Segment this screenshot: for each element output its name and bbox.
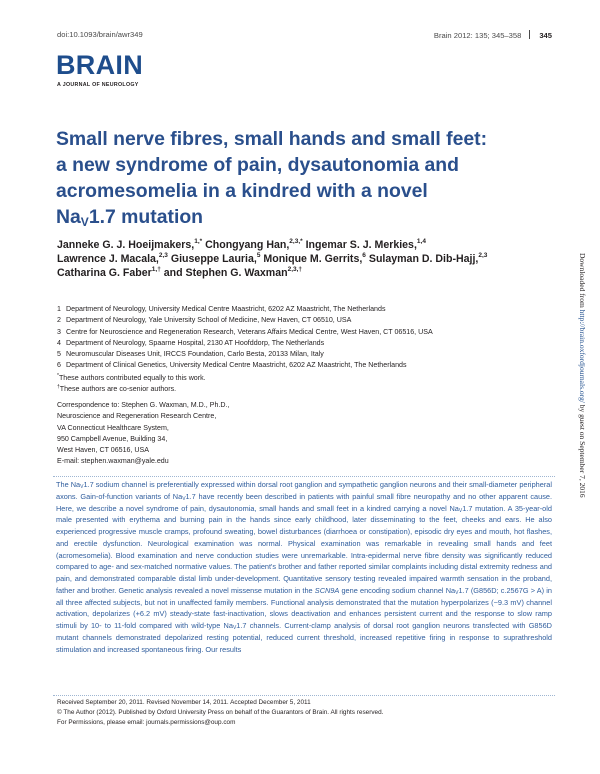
copyright: © The Author (2012). Published by Oxford University Press on behalf of the Guarantors of Brain. All rights reserved. (57, 709, 384, 717)
author[interactable]: Monique M. Gerrits,$^6$ (263, 252, 366, 266)
journal-logo: BRAIN (56, 50, 143, 80)
correspondence (57, 400, 317, 468)
author[interactable]: Sulayman D. Dib-Hajj,$^{2,3}$ (368, 252, 488, 266)
author[interactable]: and Stephen G. Waxman$^{2,3,\dagger}$ (163, 266, 303, 280)
title-line-1: Small nerve fibres, small hands and small feet: (56, 128, 488, 150)
publication-info (57, 698, 383, 729)
download-link[interactable]: http://brain.oxfordjournals.org/ (578, 309, 587, 403)
author[interactable]: Chongyang Han,$^{2,3,*}$ (205, 238, 303, 251)
correspondence-line: West Haven, CT 06516, USA (57, 446, 150, 455)
affiliation: 3 Centre for Neuroscience and Regeneration Research, Veterans Affairs Medical Centre, West Haven, CT 06516, USA (57, 327, 433, 336)
received-dates: Received September 20, 2011. Revised November 14, 2011. Accepted December 5, 2011 (57, 699, 311, 706)
permissions: For Permissions, please email: journals.permissions@oup.com (57, 719, 236, 727)
title-line-2: a new syndrome of pain, dysautonomia and (56, 154, 459, 176)
header-divider (529, 30, 530, 39)
title-line-4: $Na_V1.7$ mutation (56, 206, 204, 229)
affiliation: 4 Department of Neurology, Spaarne Hospital, 2130 AT Hoofddorp, The Netherlands (57, 338, 325, 347)
author-list (57, 238, 527, 281)
citation: Brain 2012: 135; 345–358 (433, 31, 522, 40)
author[interactable]: Giuseppe Lauria,$^5$ (170, 252, 261, 266)
correspondence-line: VA Connecticut Healthcare System, (57, 423, 169, 432)
author[interactable]: Catharina G. Faber$^{1,\dagger}$ (57, 266, 161, 280)
page-number: 345 (539, 31, 552, 40)
equal-contribution-note: *These authors contributed equally to this work. (57, 373, 206, 382)
article-title (56, 126, 556, 230)
abstract-box (53, 476, 555, 696)
correspondence-line: Correspondence to: Stephen G. Waxman, M.D., Ph.D., (57, 401, 230, 409)
correspondence-line: 950 Campbell Avenue, Building 34, (57, 434, 168, 443)
download-watermark: Downloaded from http://brain.oxfordjournals.org/ by guest on September 7, 2016 (578, 253, 587, 498)
gene-name: SCN9A (314, 585, 340, 595)
author[interactable]: Ingemar S. J. Merkies,$^{1,4}$ (305, 238, 426, 251)
affiliation: 5 Neuromuscular Diseases Unit, IRCCS Foundation, Carlo Besta, 20133 Milan, Italy (57, 350, 324, 359)
affiliation: 1 Department of Neurology, University Medical Centre Maastricht, 6202 AZ Maastricht, The Netherlands (57, 305, 386, 313)
journal-citation-header (434, 30, 552, 40)
doi[interactable]: doi:10.1093/brain/awr349 (57, 30, 143, 39)
correspondence-email[interactable]: E-mail: stephen.waxman@yale.edu (57, 457, 169, 466)
co-senior-note: †These authors are co-senior authors. (57, 384, 177, 394)
author-notes (57, 373, 206, 396)
author[interactable]: Janneke G. J. Hoeijmakers,$^{1,*}$ (57, 238, 203, 251)
correspondence-line: Neuroscience and Regeneration Research Centre, (57, 412, 217, 421)
affiliation: 6 Department of Clinical Genetics, University Medical Centre Maastricht, 6202 AZ Maastricht, The Netherlands (57, 361, 407, 370)
affiliations (57, 304, 537, 372)
title-line-3: acromesomelia in a kindred with a novel (56, 180, 428, 202)
affiliation: 2 Department of Neurology, Yale University School of Medicine, New Haven, CT 06510, USA (57, 316, 352, 325)
author[interactable]: Lawrence J. Macala,$^{2,3}$ (57, 252, 168, 266)
journal-subtitle: A JOURNAL OF NEUROLOGY (57, 82, 139, 88)
abstract-text: The $Na_V1.7$ sodium channel is preferentially expressed within dorsal root ganglion and sympathetic ganglion neurons and their small-diameter peripheral axons. Gain-of-function variants of $Na_V1.7$ have recently been described in patients with painful small fibre neuropathy and no other apparent cause. Here, we describe a novel syndrome of pain, dysautonomia, small hands and small feet in a kindred carrying a novel $Na_V1.7$ mutation. A 35-year-old male presented with erythema and burning pain in the hands since early childhood, later disseminating to the feet, cheeks and ears. He also experienced progressive muscle cramps, profound sweating, bowel disturbances (diarrhoea or constipation), episodic dry eyes and mouth, hot flashes, and erectile dysfunction. Neurological examination was normal. Physical examination was remarkable in revealing small hands and feet (acromesomelia). Blood examination and nerve conduction studies were unremarkable. Intra-epidermal nerve fibre density was significantly reduced compared to age- and sex-matched normative values. The patient's brother and father reported similar complaints including distal extremity redness and pain, and demonstrated comparable distal limb under-development. Quantitative sensory testing revealed impaired warmth sensation in the proband, father and brother. Genetic analysis revealed a novel missense mutation in the SCN9A gene encoding sodium channel $Na_V1.7$ (G856D; c.2567G > A) in all three affected subjects, but not in unaffected family members. Functional analysis demonstrated that the mutation hyperpolarizes (−9.3 mV) channel activation, depolarizes (+6.2 mV) steady-state fast-inactivation, slows deactivation and enhances persistent current and the response to slow ramp stimuli by 10- to 11-fold compared with wild-type $Na_V1.7$ channels. Current-clamp analysis of dorsal root ganglion neurons transfected with G856D mutant channels demonstrated depolarized resting potential, reduced current threshold, increased repetitive firing in response to suprathreshold stimulation and increased spontaneous firing. Our results (56, 480, 552, 654)
